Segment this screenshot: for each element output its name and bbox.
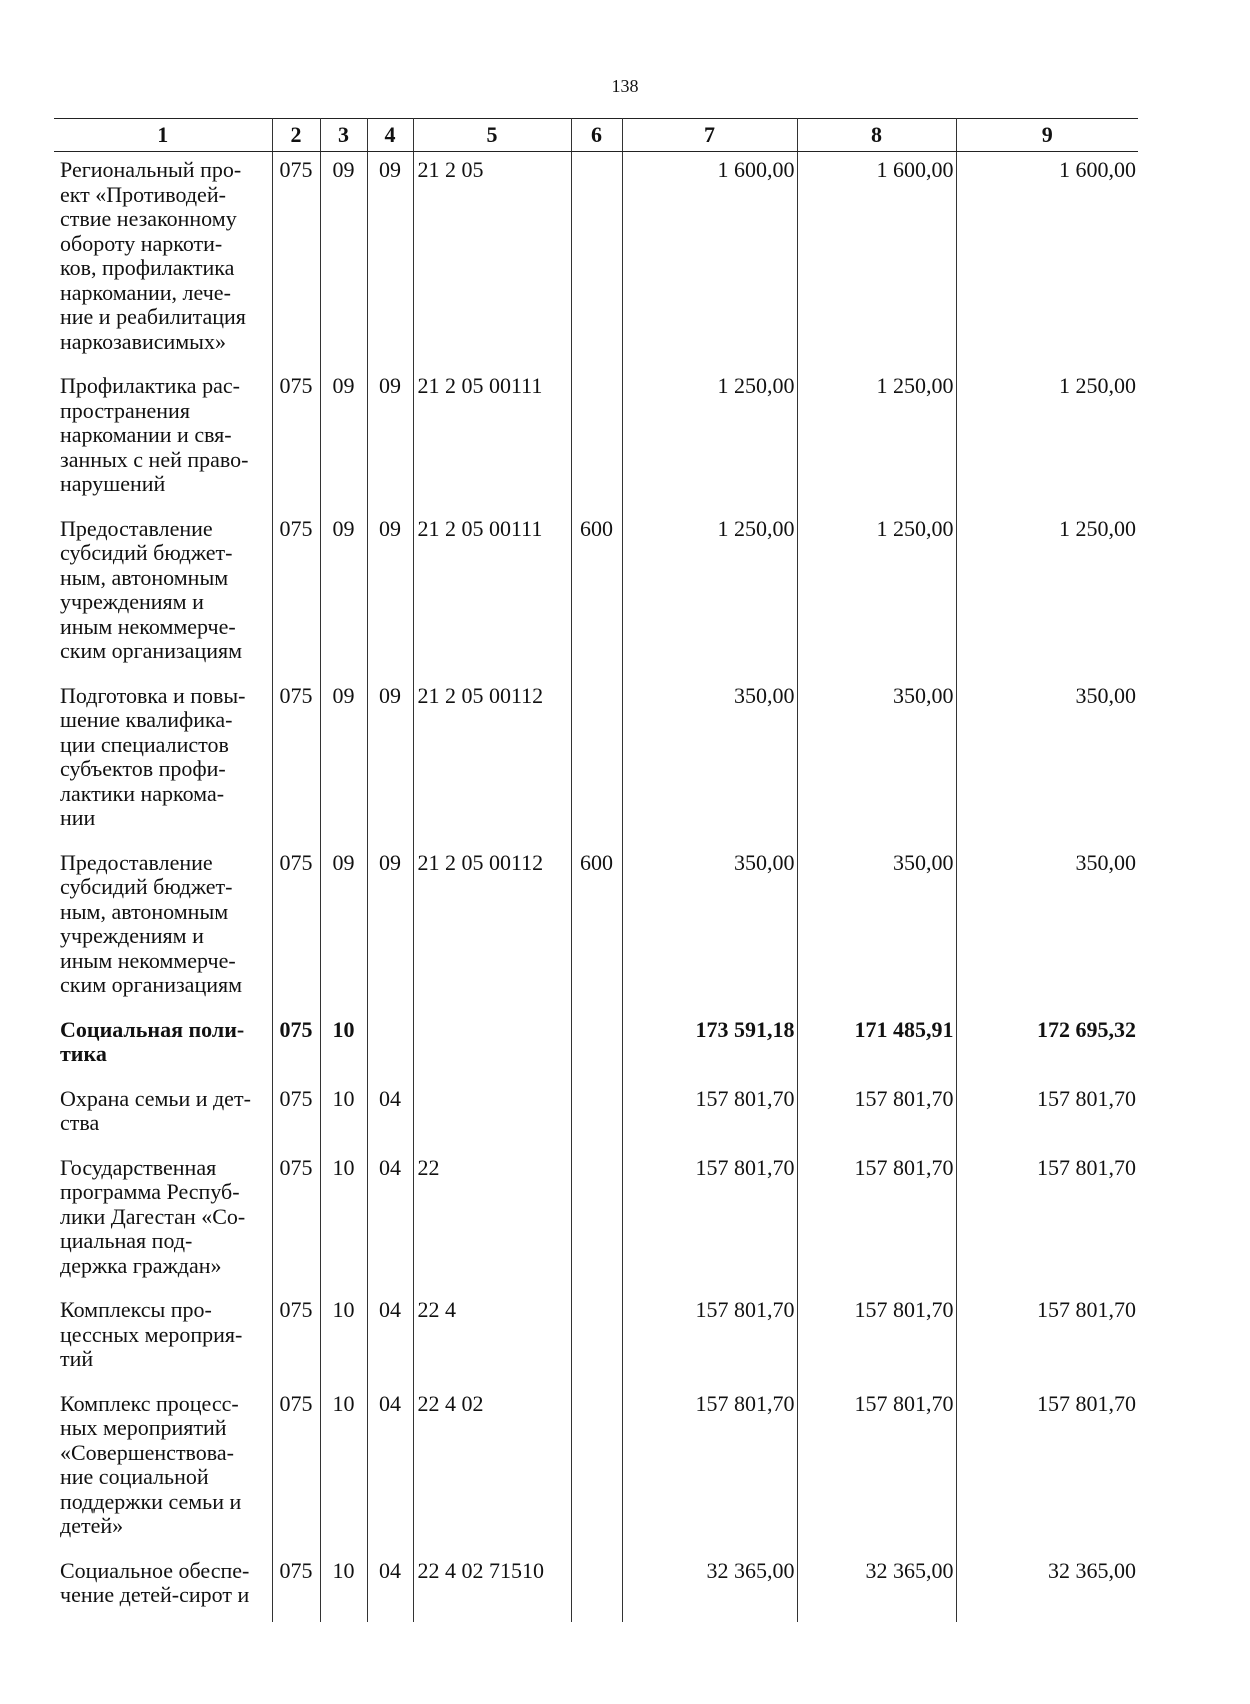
row-grbs-code: 075 [272,1292,320,1386]
row-name [54,845,272,1012]
row-name [54,1012,272,1081]
row-amount-year-2: 157 801,70 [797,1292,956,1386]
table-row [54,1081,1138,1150]
row-amount-year-3: 1 600,00 [956,152,1138,369]
row-amount-year-1: 32 365,00 [622,1553,797,1622]
row-section-code: 09 [320,368,367,511]
budget-table-container [54,118,1138,1607]
page-number: 138 [611,76,639,96]
row-amount-year-3: 1 250,00 [956,511,1138,678]
row-subsection-code: 04 [367,1553,413,1622]
row-amount-year-1: 157 801,70 [622,1386,797,1553]
row-name-text: Социальная поли- тика [60,1016,245,1066]
row-amount-year-2: 1 600,00 [797,152,956,369]
row-amount-year-3: 350,00 [956,845,1138,1012]
row-name-text: Государственная программа Респуб- лики Дагестан «Со- циальная под- держка граждан» [60,1154,246,1278]
row-expense-type [571,1012,622,1081]
row-name [54,1081,272,1150]
row-name-text: Комплекс процесс- ных мероприятий «Совершенствова- ние социальной поддержки семьи и детей» [60,1390,242,1538]
row-target-article: 21 2 05 00111 [413,511,571,678]
table-row [54,845,1138,1012]
row-name-text: Предоставление субсидий бюджет- ным, автономным учреждениям и иным некоммерче- ским организациям [60,849,243,997]
row-expense-type [571,368,622,511]
row-amount-year-1: 173 591,18 [622,1012,797,1081]
row-expense-type: 600 [571,511,622,678]
row-name-text: Социальное обеспе- чение детей-сирот и [60,1557,250,1607]
row-expense-type [571,1386,622,1553]
row-expense-type [571,1150,622,1293]
row-name-text: Профилактика рас- пространения наркомании и свя- занных с ней право- нарушений [60,373,249,496]
row-subsection-code: 04 [367,1081,413,1150]
header-col-8: 8 [797,119,956,152]
table-row [54,1150,1138,1293]
row-target-article: 22 4 [413,1292,571,1386]
row-section-code: 10 [320,1012,367,1081]
row-subsection-code [367,1012,413,1081]
row-name-text: Охрана семьи и дет- ства [60,1085,251,1135]
row-name [54,511,272,678]
row-target-article: 21 2 05 00112 [413,678,571,845]
budget-table [54,118,1138,1622]
row-amount-year-2: 157 801,70 [797,1081,956,1150]
row-target-article: 22 4 02 [413,1386,571,1553]
row-subsection-code: 09 [367,368,413,511]
row-target-article: 22 4 02 71510 [413,1553,571,1622]
row-amount-year-3: 32 365,00 [956,1553,1138,1622]
row-amount-year-2: 157 801,70 [797,1150,956,1293]
table-row [54,368,1138,511]
row-section-code: 10 [320,1150,367,1293]
header-row [54,119,1138,152]
table-row [54,1553,1138,1622]
row-grbs-code: 075 [272,1012,320,1081]
row-amount-year-2: 171 485,91 [797,1012,956,1081]
row-section-code: 10 [320,1292,367,1386]
row-section-code: 09 [320,678,367,845]
row-grbs-code: 075 [272,152,320,369]
row-expense-type [571,152,622,369]
row-section-code: 09 [320,845,367,1012]
row-section-code: 09 [320,511,367,678]
row-amount-year-1: 157 801,70 [622,1081,797,1150]
row-subsection-code: 09 [367,678,413,845]
row-expense-type [571,678,622,845]
row-section-code: 10 [320,1553,367,1622]
row-name-text: Региональный про- ект «Противодей- ствие незаконному обороту наркоти- ков, профилактика наркомании, лече- ние и реабилитация наркозависимых» [60,157,246,354]
row-amount-year-2: 1 250,00 [797,511,956,678]
table-row [54,152,1138,369]
row-amount-year-1: 1 250,00 [622,511,797,678]
row-name-text: Подготовка и повы- шение квалифика- ции специалистов субъектов профи- лактики наркома- нии [60,682,246,830]
row-grbs-code: 075 [272,678,320,845]
row-section-code: 10 [320,1386,367,1553]
row-grbs-code: 075 [272,1386,320,1553]
row-name [54,1553,272,1622]
row-amount-year-3: 350,00 [956,678,1138,845]
row-amount-year-2: 157 801,70 [797,1386,956,1553]
row-amount-year-3: 157 801,70 [956,1150,1138,1293]
row-subsection-code: 09 [367,511,413,678]
row-name-text: Предоставление субсидий бюджет- ным, автономным учреждениям и иным некоммерче- ским организациям [60,515,243,663]
row-expense-type [571,1553,622,1622]
table-body [54,152,1138,1622]
row-amount-year-2: 1 250,00 [797,368,956,511]
table-row [54,1012,1138,1081]
row-name [54,1386,272,1553]
row-amount-year-2: 350,00 [797,678,956,845]
table-row [54,678,1138,845]
row-amount-year-3: 1 250,00 [956,368,1138,511]
row-name [54,1150,272,1293]
row-amount-year-2: 32 365,00 [797,1553,956,1622]
row-grbs-code: 075 [272,1150,320,1293]
row-expense-type: 600 [571,845,622,1012]
row-grbs-code: 075 [272,511,320,678]
row-grbs-code: 075 [272,1081,320,1150]
header-col-5: 5 [413,119,571,152]
table-header [54,119,1138,152]
table-row [54,1386,1138,1553]
row-target-article: 21 2 05 00112 [413,845,571,1012]
row-grbs-code: 075 [272,1553,320,1622]
row-target-article: 21 2 05 00111 [413,368,571,511]
row-section-code: 10 [320,1081,367,1150]
row-amount-year-3: 172 695,32 [956,1012,1138,1081]
row-grbs-code: 075 [272,368,320,511]
row-target-article: 22 [413,1150,571,1293]
header-col-3: 3 [320,119,367,152]
row-target-article: 21 2 05 [413,152,571,369]
row-grbs-code: 075 [272,845,320,1012]
row-amount-year-3: 157 801,70 [956,1386,1138,1553]
table-row [54,511,1138,678]
row-target-article [413,1012,571,1081]
header-col-6: 6 [571,119,622,152]
row-name [54,678,272,845]
header-col-2: 2 [272,119,320,152]
header-col-7: 7 [622,119,797,152]
row-expense-type [571,1081,622,1150]
row-expense-type [571,1292,622,1386]
row-name [54,1292,272,1386]
row-amount-year-1: 1 250,00 [622,368,797,511]
row-amount-year-1: 350,00 [622,678,797,845]
row-section-code: 09 [320,152,367,369]
row-subsection-code: 04 [367,1292,413,1386]
row-amount-year-2: 350,00 [797,845,956,1012]
header-col-9: 9 [956,119,1138,152]
row-amount-year-3: 157 801,70 [956,1081,1138,1150]
row-amount-year-1: 350,00 [622,845,797,1012]
row-target-article [413,1081,571,1150]
row-amount-year-3: 157 801,70 [956,1292,1138,1386]
header-col-4: 4 [367,119,413,152]
row-subsection-code: 09 [367,845,413,1012]
header-col-1: 1 [54,119,272,152]
row-subsection-code: 04 [367,1386,413,1553]
table-row [54,1292,1138,1386]
row-name [54,152,272,369]
row-amount-year-1: 157 801,70 [622,1150,797,1293]
row-amount-year-1: 157 801,70 [622,1292,797,1386]
row-subsection-code: 04 [367,1150,413,1293]
row-subsection-code: 09 [367,152,413,369]
row-name-text: Комплексы про- цессных мероприя- тий [60,1297,243,1371]
row-name [54,368,272,511]
row-amount-year-1: 1 600,00 [622,152,797,369]
